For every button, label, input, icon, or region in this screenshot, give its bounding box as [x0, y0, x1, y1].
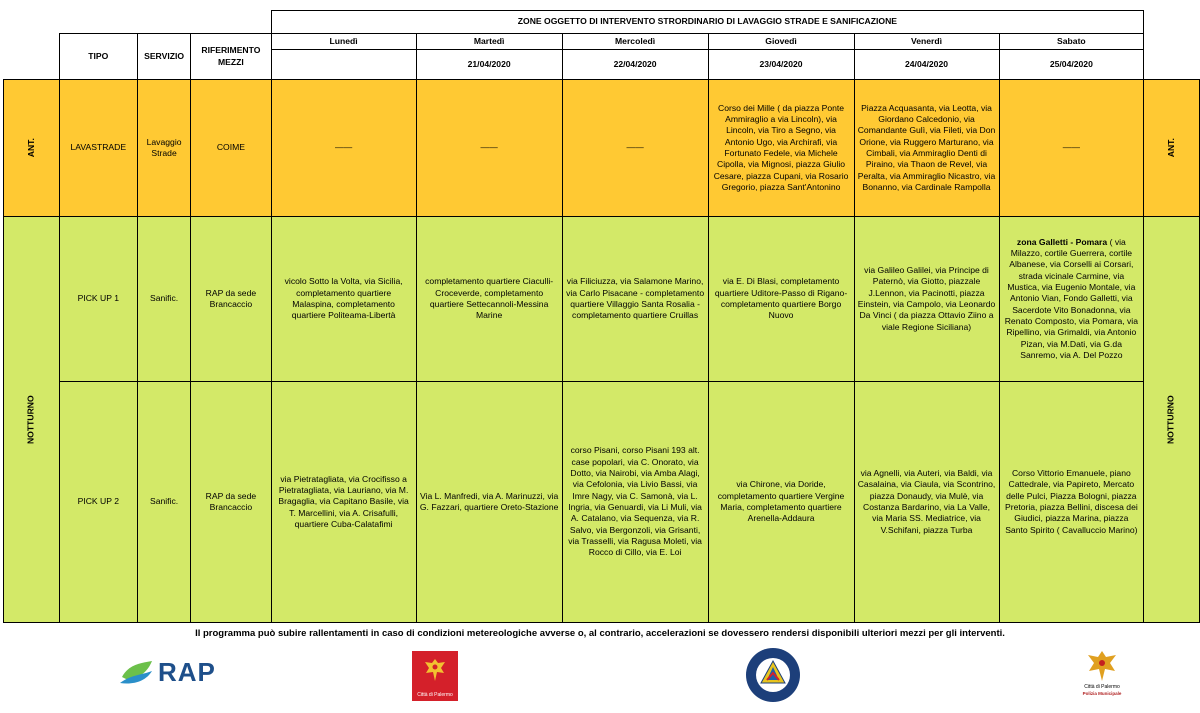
eagle-crest-icon — [1080, 649, 1124, 683]
schedule-cell-saturday — [999, 217, 1144, 382]
schedule-cell: corso Pisani, corso Pisani 193 alt. case popolari, via C. Onorato, via Dotto, via Nairobi, via Amba Alagi, via Cefolonia, via Livio Bassi, via Imre Nagy, via C. Samonà, via L. Ingria, via Genuardi, via Li Muli, via A. Catalano, via Sequenza, via R. Salvo, via Bergonzoli, via Grisanti, via Trasselli, via Ragusa Moleti, via Rocco di Cillo, via E. Loi — [562, 382, 708, 623]
schedule-cell: Corso Vittorio Emanuele, piano Cattedrale, via Papireto, Mercato delle Pulci, Piazza Bologni, piazza Pretoria, piazza Bellini, discesa dei Giudici, piazza Marina, piazza Santo Spirito ( Cavalluccio Marino) — [999, 382, 1144, 623]
date-header: 23/04/2020 — [708, 50, 854, 80]
city-logo-caption: Città di Palermo — [417, 692, 453, 698]
schedule-cell: Via L. Manfredi, via A. Marinuzzi, via G. Fazzari, quartiere Oreto-Stazione — [416, 382, 562, 623]
schedule-cell: —— — [999, 80, 1144, 217]
row-riferimento: COIME — [191, 80, 271, 217]
day-header: Lunedì — [271, 34, 416, 50]
schedule-cell: via Galileo Galilei, via Principe di Paternò, via Giotto, piazzale J.Lennon, via Pacinotti, piazza Einstein, via Campolo, via Leonardo Da Vinci ( da piazza Ottavio Ziino a viale Regione Siciliana) — [854, 217, 999, 382]
schedule-cell: via Filiciuzza, via Salamone Marino, via Carlo Pisacane - completamento quartiere Villaggio Santa Rosalia - completamento quartiere Cruillas — [562, 217, 708, 382]
schedule-cell: via Agnelli, via Auteri, via Baldi, via Casalaina, via Ciaula, via Scontrino, piazza Donaudy, via Mulè, via Costanza Bardarino, via La Valle, via Maria SS. Mediatrice, via V.Schifani, piazza Turba — [854, 382, 999, 623]
table-row — [4, 217, 1200, 382]
rap-logo-text: RAP — [158, 657, 216, 687]
protezione-civile-logo — [745, 647, 801, 703]
day-header: Sabato — [999, 34, 1144, 50]
polizia-municipale-logo — [1080, 649, 1124, 701]
leaf-icon — [120, 657, 154, 687]
table-row — [4, 382, 1200, 623]
zone-streets: ( via Milazzo, cortile Guerrera, cortile Albanese, via Corselli ai Corsari, strada vicinale Carmine, via Mustica, via Eugenio Montale, via Antonio Vian, Fondo Galletti, via Sacerdote Vito Bonadonna, via Renato Composto, via Pomara, via Ripellino, via Grimaldi, via Antonio Pizan, via M.Dati, via G.da Sanremo, via A. Del Pozzo — [1004, 236, 1138, 361]
eagle-crest-icon — [423, 657, 447, 685]
day-header: Martedì — [416, 34, 562, 50]
row-riferimento: RAP da sede Brancaccio — [191, 382, 271, 623]
city-of-palermo-logo — [412, 651, 458, 701]
pm-logo-caption: Città di Palermo — [1084, 684, 1120, 690]
date-header: 22/04/2020 — [562, 50, 708, 80]
schedule-cell: completamento quartiere Ciaculli-Croceverde, completamento quartiere Settecannoli-Messina Marine — [416, 217, 562, 382]
table-title: ZONE OGGETTO DI INTERVENTO STRORDINARIO DI LAVAGGIO STRADE E SANIFICAZIONE — [271, 11, 1144, 34]
schedule-cell: Piazza Acquasanta, via Leotta, via Giordano Calcedonio, via Comandante Gulì, via Fileti, via Don Orione, via Ruggero Marturano, via Cimbali, via Ammiraglio Denti di Piraino, via Thaon de Revel, via Peralta, via Ammiraglio Nicastro, via Bonanno, via Cardinale Rampolla — [854, 80, 999, 217]
row-tipo: PICK UP 1 — [59, 217, 137, 382]
civil-protection-seal-icon — [745, 647, 801, 703]
col-riferimento: RIFERIMENTO MEZZI — [191, 34, 271, 80]
schedule-table — [3, 10, 1200, 623]
schedule-cell: via Chirone, via Doride, completamento quartiere Vergine Maria, completamento quartiere Arenella-Addaura — [708, 382, 854, 623]
date-header: 24/04/2020 — [854, 50, 999, 80]
row-servizio: Lavaggio Strade — [137, 80, 190, 217]
footnote: Il programma può subire rallentamenti in caso di condizioni metereologiche avverse o, al contrario, accelerazioni se dovessero rendersi disponibili ulteriori mezzi per gli interventi. — [195, 628, 1005, 639]
schedule-cell: vicolo Sotto la Volta, via Sicilia, completamento quartiere Malaspina, completamento quartiere Politeama-Libertà — [271, 217, 416, 382]
day-header: Mercoledì — [562, 34, 708, 50]
schedule-cell: via E. Di Blasi, completamento quartiere Uditore-Passo di Rigano-completamento quartiere Borgo Nuovo — [708, 217, 854, 382]
section-label-left: ANT. — [4, 80, 60, 217]
date-header — [271, 50, 416, 80]
schedule-cell: —— — [416, 80, 562, 217]
row-riferimento: RAP da sede Brancaccio — [191, 217, 271, 382]
day-header: Giovedì — [708, 34, 854, 50]
section-label-right: ANT. — [1144, 80, 1200, 217]
logo-bar — [0, 645, 1200, 705]
row-servizio: Sanific. — [137, 217, 190, 382]
schedule-cell: via Pietratagliata, via Crocifisso a Pietratagliata, via Lauriano, via M. Bragaglia, via Capitano Basile, via T. Marcellini, via A. Crisafulli, quartiere Cuba-Calatafimi — [271, 382, 416, 623]
row-tipo: PICK UP 2 — [59, 382, 137, 623]
table-row — [4, 80, 1200, 217]
zone-name: zona Galletti - Pomara — [1016, 236, 1108, 247]
row-tipo: LAVASTRADE — [59, 80, 137, 217]
col-servizio: SERVIZIO — [137, 34, 190, 80]
row-servizio: Sanific. — [137, 382, 190, 623]
day-header: Venerdì — [854, 34, 999, 50]
pm-logo-caption-2: Polizia Municipale — [1082, 691, 1122, 696]
rap-logo — [120, 655, 220, 691]
schedule-cell: Corso dei Mille ( da piazza Ponte Ammiraglio a via Lincoln), via Lincoln, via Tiro a Segno, via Antonio Ugo, via Archirafi, via Fortunato Fedele, via Michele Cipolla, via Mignosi, piazza Giulio Cesare, piazza Cupani, via Rosario Gregorio, piazza Sant'Antonino — [708, 80, 854, 217]
section-label-left: NOTTURNO — [4, 217, 60, 623]
date-header: 21/04/2020 — [416, 50, 562, 80]
date-header: 25/04/2020 — [999, 50, 1144, 80]
schedule-cell: —— — [562, 80, 708, 217]
col-tipo: TIPO — [59, 34, 137, 80]
section-label-right: NOTTURNO — [1144, 217, 1200, 623]
schedule-cell: —— — [271, 80, 416, 217]
